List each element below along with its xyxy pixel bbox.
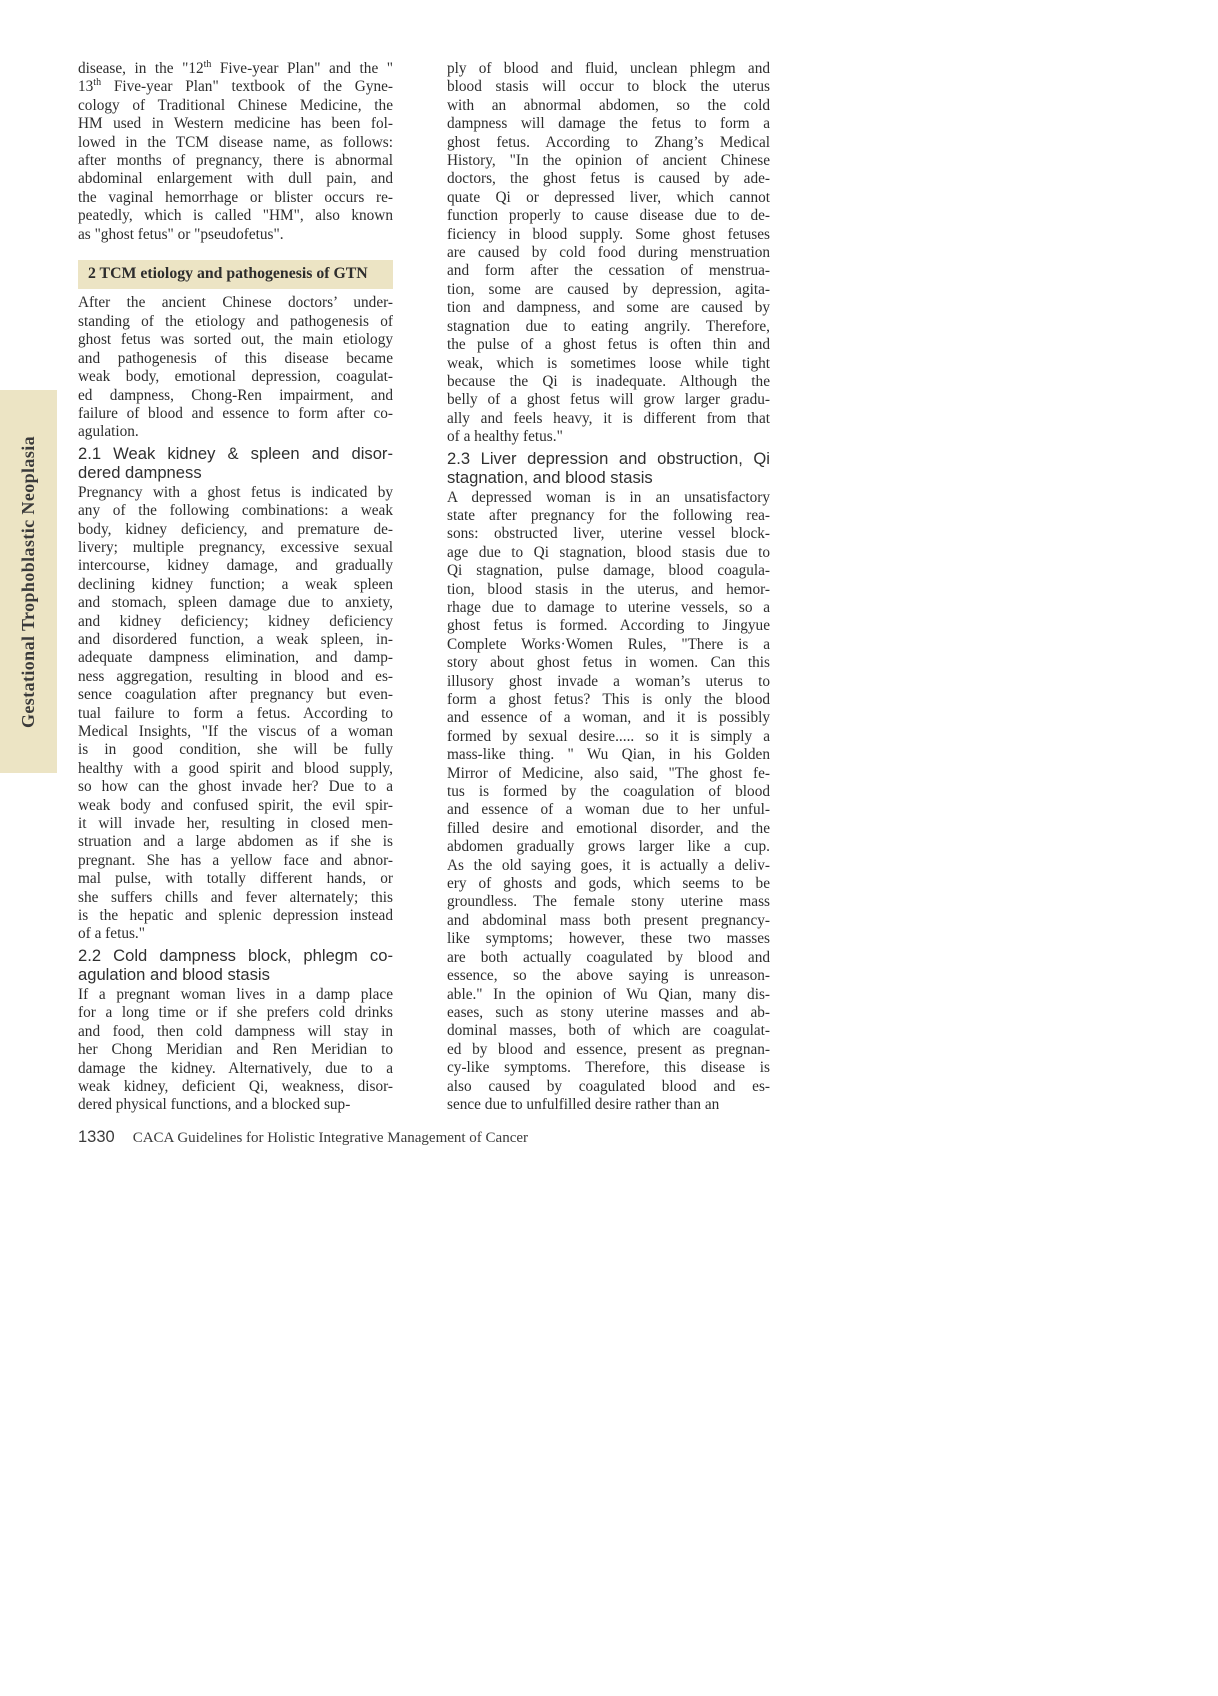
- paragraph-section-2-intro: After the ancient Chinese doctors’ under- standing of the etiology and pathogenesis of ghost fetus was sorted out, the main etiology and pathogenesis of this disease became weak body, emotional depression, coagulat- ed dampness, Chong-Ren impairment, and failure of blood and essence to form after co- agulation.: [78, 294, 393, 441]
- page-number: 1330: [78, 1128, 115, 1146]
- paragraph-2-1-body: Pregnancy with a ghost fetus is indicated by any of the following combinations: a weak body, kidney deficiency, and premature de- livery; multiple pregnancy, excessive sexual intercourse, kidney damage, and gradually declining kidney function; a weak spleen and stomach, spleen damage due to anxiety, and kidney deficiency; kidney deficiency and disordered function, a weak spleen, in- adequate dampness elimination, and damp- ness aggregation, resulting in blood and es- sence coagulation after pregnancy but even- tual failure to form a fetus. According to Medical Insights, "If the viscus of a woman is in good condition, she will be fully healthy with a good spirit and blood supply, so how can the ghost invade her? Due to a weak body and confused spirit, the evil spir- it will invade her, resulting in closed men- struation and a large abdomen as if she is pregnant. She has a yellow face and abnor- mal pulse, with totally different hands, or she suffers chills and fever alternately; this is the hepatic and splenic depression instead of a fetus.": [78, 483, 393, 943]
- right-column: [447, 60, 770, 1114]
- chapter-title-vertical: Gestational Trophoblastic Neoplasia: [18, 435, 38, 728]
- subsection-heading-2-3: 2.3 Liver depression and obstruction, Qi stagnation, and blood stasis: [447, 448, 770, 487]
- paragraph-2-3-body: A depressed woman is in an unsatisfactory state after pregnancy for the following rea- sons: obstructed liver, uterine vessel block- age due to Qi stagnation, blood stasis due to Qi stagnation, pulse damage, blood coagula- tion, blood stasis in the uterus, and hemor- rhage due to damage to uterine vessels, so a ghost fetus is formed. According to Jingyue Complete Works·Women Rules, "There is a story about ghost fetus in women. Can this illusory ghost invade a woman’s uterus to form a ghost fetus? This is only the blood and essence of a woman, and it is possibly formed by sexual desire..... so it is simply a mass-like thing. " Wu Qian, in his Golden Mirror of Medicine, also said, "The ghost fe- tus is formed by the coagulation of blood and essence of a woman due to her unful- filled desire and emotional disorder, and the abdomen gradually grows larger like a cup. As the old saying goes, it is actually a deliv- ery of ghosts and gods, which seems to be groundless. The female stony uterine mass and abdominal mass both present pregnancy- like symptoms; however, these two masses are both actually coagulated by blood and essence, so the above saying is unreason- able." In the opinion of Wu Qian, many dis- eases, such as stony uterine masses and ab- dominal masses, both of which are coagulat- ed by blood and essence, present as pregnan- cy-like symptoms. Therefore, this disease is also caused by coagulated blood and es- sence due to unfulfilled desire rather than an: [447, 488, 770, 1113]
- footer-title: CACA Guidelines for Holistic Integrative Management of Cancer: [132, 1130, 529, 1146]
- paragraph-2-2-body: If a pregnant woman lives in a damp place for a long time or if she prefers cold drinks and food, then cold dampness will stay in her Chong Meridian and Ren Meridian to damage the kidney. Alternatively, due to a weak kidney, deficient Qi, weakness, disor- dered physical functions, and a blocked sup-: [78, 985, 393, 1114]
- page-footer: [78, 1128, 528, 1147]
- left-column: [78, 60, 393, 1115]
- subsection-heading-2-2: 2.2 Cold dampness block, phlegm co- agulation and blood stasis: [78, 945, 393, 984]
- chapter-sidebar: [0, 390, 57, 773]
- paragraph-intro-continued: disease, in the "12th Five-year Plan" and the " 13th Five-year Plan" textbook of the Gyne- cology of Traditional Chinese Medicine, the HM used in Western medicine has been fol- lowed in the TCM disease name, as follows: after months of pregnancy, there is abnormal abdominal enlargement with dull pain, and the vaginal hemorrhage or blister occurs re- peatedly, which is called "HM", also known as "ghost fetus" or "pseudofetus".: [78, 58, 393, 243]
- subsection-heading-2-1: 2.1 Weak kidney & spleen and disor- dered dampness: [78, 443, 393, 482]
- paragraph-2-2-continued: ply of blood and fluid, unclean phlegm and blood stasis will occur to block the uterus with an abnormal abdomen, so the cold dampness will damage the fetus to form a ghost fetus. According to Zhang’s Medical History, "In the opinion of ancient Chinese doctors, the ghost fetus is caused by ade- quate Qi or depressed liver, which cannot function properly to cause disease due to de- ficiency in blood supply. Some ghost fetuses are caused by cold food during menstruation and form after the cessation of menstrua- tion, some are caused by depression, agita- tion and dampness, and some are caused by stagnation due to eating angrily. Therefore, the pulse of a ghost fetus is often thin and weak, which is sometimes loose while tight because the Qi is inadequate. Although the belly of a ghost fetus will grow larger gradu- ally and feels heavy, it is different from that of a healthy fetus.": [447, 60, 770, 446]
- section-heading-2: 2 TCM etiology and pathogenesis of GTN: [78, 260, 393, 289]
